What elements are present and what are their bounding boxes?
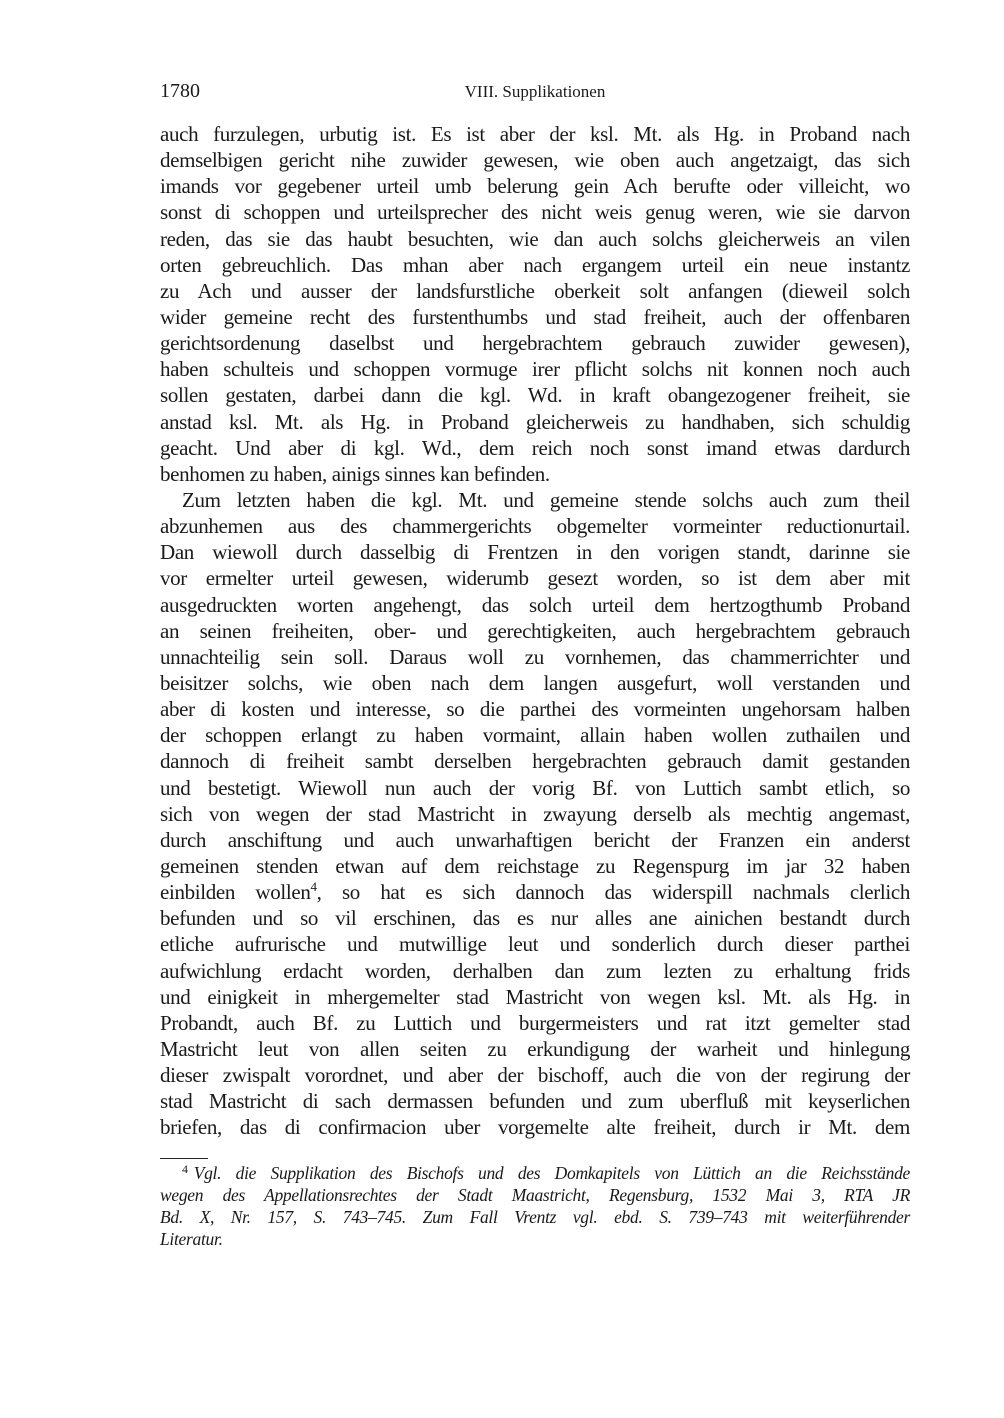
- paragraph-start-line: Zum letzten haben die kgl. Mt. und gemeine stende solchs auch zum theil: [182, 487, 910, 512]
- text-line: briefen, das di confirmacion uber vorgemelte alte freiheit, durch ir Mt. dem: [160, 1115, 910, 1140]
- text-line: an seinen freiheiten, ober- und gerechtigkeiten, auch hergebrachtem gebrauch: [160, 618, 910, 643]
- text-line: sich von wegen der stad Mastricht in zwayung derselb als mechtig angemast,: [160, 801, 910, 826]
- running-title: VIII. Supplikationen: [464, 82, 606, 101]
- text-line: orten gebreuchlich. Das mhan aber nach ergangem urteil ein neue instantz: [160, 252, 910, 277]
- text-line: etliche aufrurische und mutwillige leut und sonderlich durch dieser parthei: [160, 932, 910, 957]
- text-line: gerichtsordenung daselbst und hergebrachtem gebrauch zuwider gewesen),: [160, 331, 910, 356]
- text-line: gemeinen stenden etwan auf dem reichstage zu Regenspurg im jar 32 haben: [160, 853, 910, 878]
- page-header: [160, 80, 910, 106]
- text-line: zu Ach und ausser der landsfurstliche oberkeit solt anfangen (dieweil solch: [160, 278, 910, 303]
- footnote-line: wegen des Appellationsrechtes der Stadt Maastricht, Regensburg, 1532 Mai 3, RTA JR: [160, 1185, 910, 1205]
- text-line: und bestetigt. Wiewoll nun auch der vorig Bf. von Luttich sambt etlich, so: [160, 775, 910, 800]
- text-line: sonst di schoppen und urteilsprecher des nicht weis genug weren, wie sie darvon: [160, 200, 910, 225]
- text-line-with-footnote: [160, 879, 910, 905]
- text-line: unnachteilig sein soll. Daraus woll zu vornhemen, das chammerrichter und: [160, 644, 910, 669]
- page-number: 1780: [160, 80, 200, 102]
- footnote-line: Bd. X, Nr. 157, S. 743–745. Zum Fall Vrentz vgl. ebd. S. 739–743 mit weiterführender: [160, 1207, 910, 1227]
- text-line: befunden und so vil erschinen, das es nur alles ane ainichen bestandt durch: [160, 906, 910, 931]
- text-line: ausgedruckten worten angehengt, das solch urteil dem hertzogthumb Proband: [160, 592, 910, 617]
- footnote-line: [160, 1162, 910, 1184]
- text-line: durch anschiftung und auch unwarhaftigen bericht der Franzen ein anderst: [160, 827, 910, 852]
- text-line: Mastricht leut von allen seiten zu erkundigung der warheit und hinlegung: [160, 1036, 910, 1061]
- main-text: [160, 121, 910, 1140]
- text-line: vor ermelter urteil gewesen, widerumb gesezt worden, so ist dem aber mit: [160, 566, 910, 591]
- footnote-text: Vgl. die Supplikation des Bischofs und des Domkapitels von Lüttich an die Reichsstände: [193, 1163, 910, 1183]
- footnote-reference[interactable]: 4: [310, 879, 317, 895]
- text-line: reden, das sie das haubt besuchten, wie dan auch solchs gleicherweis an vilen: [160, 226, 910, 251]
- text-line: geacht. Und aber di kgl. Wd., dem reich noch sonst imand etwas dardurch: [160, 435, 910, 460]
- text-line: aber di kosten und interesse, so die parthei des vormeinten ungehorsam halben: [160, 697, 910, 722]
- text-line: und einigkeit in mhergemelter stad Mastricht von wegen ksl. Mt. als Hg. in: [160, 984, 910, 1009]
- footnote-number: 4: [182, 1162, 188, 1176]
- text-line: abzunhemen aus des chammergerichts obgemelter vormeinter reductionurtail.: [160, 514, 910, 539]
- text-line: Dan wiewoll durch dasselbig di Frentzen in den vorigen standt, darinne sie: [160, 540, 910, 565]
- text-line: stad Mastricht di sach dermassen befunden und zum uberfluß mit keyserlichen: [160, 1089, 910, 1114]
- text-line: aufwichlung erdacht worden, derhalben dan zum lezten zu erhaltung frids: [160, 958, 910, 983]
- text-line: auch furzulegen, urbutig ist. Es ist aber der ksl. Mt. als Hg. in Proband nach: [160, 122, 910, 146]
- text-segment: , so hat es sich dannoch das widerspill nachmals clerlich: [316, 880, 910, 905]
- text-line: imands vor gegebener urteil umb belerung gein Ach berufte oder villeicht, wo: [160, 174, 910, 199]
- text-line: anstad ksl. Mt. als Hg. in Proband gleicherweis zu handhaben, sich schuldig: [160, 409, 910, 434]
- text-line: wider gemeine recht des furstenthumbs und stad freiheit, auch der offenbaren: [160, 304, 910, 329]
- footnotes: [160, 1162, 910, 1250]
- paragraph-end-line: benhomen zu haben, ainigs sinnes kan befinden.: [160, 461, 550, 486]
- text-line: Probandt, auch Bf. zu Luttich und burgermeisters und rat itzt gemelter stad: [160, 1010, 910, 1035]
- text-line: beisitzer solchs, wie oben nach dem langen ausgefurt, woll verstanden und: [160, 670, 910, 695]
- text-line: dannoch di freiheit sambt derselben hergebrachten gebrauch damit gestanden: [160, 749, 910, 774]
- text-line: dieser zwispalt vorordnet, und aber der bischoff, auch die von der regirung der: [160, 1063, 910, 1088]
- text-line: sollen gestaten, darbei dann die kgl. Wd. in kraft obangezogener freiheit, sie: [160, 383, 910, 408]
- text-line: haben schulteis und schoppen vormuge irer pflicht solchs nit konnen noch auch: [160, 357, 910, 382]
- footnote-line: Literatur.: [160, 1229, 223, 1249]
- text-line: der schoppen erlangt zu haben vormaint, allain haben wollen zuthailen und: [160, 723, 910, 748]
- text-line: demselbigen gericht nihe zuwider gewesen, wie oben auch angetzaigt, das sich: [160, 148, 910, 173]
- footnote-divider: [160, 1158, 208, 1159]
- text-segment: einbilden wollen: [160, 880, 311, 905]
